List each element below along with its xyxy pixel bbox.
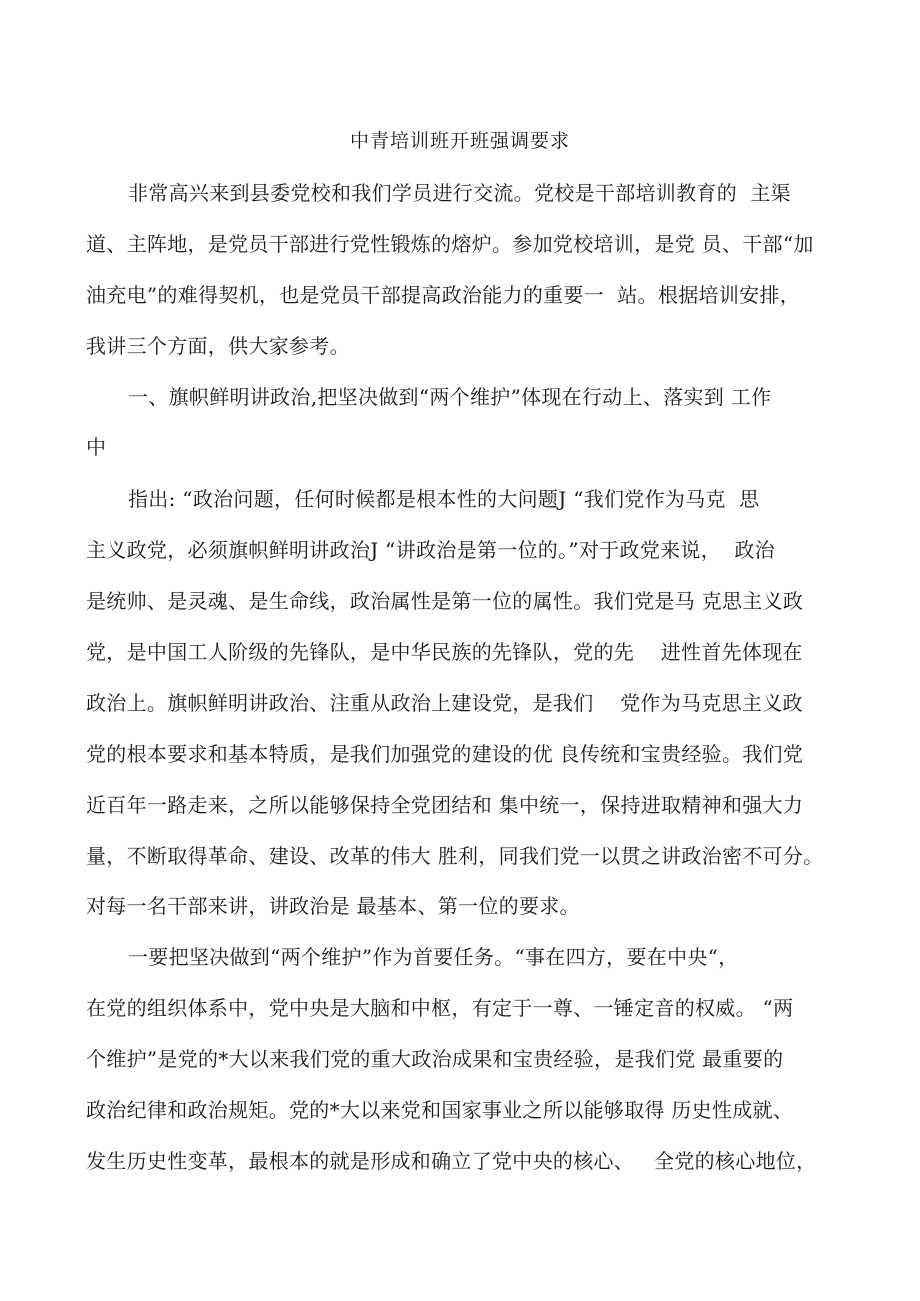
paragraph-line: 一要把坚决做到“两个维护”作为首要任务。“事在四方，要在中央“， [128,945,739,969]
paragraph-line: 对每一名干部来讲，讲政治是 最基本、第一位的要求。 [86,894,580,918]
paragraph-line: 油充电”的难得契机，也是党员干部提高政治能力的重要一 站。根据培训安排， [86,283,801,307]
paragraph-line: 党，是中国工人阶级的先锋队，是中华民族的先锋队，党的先 进性首先体现在 [86,640,803,664]
paragraph-line: 政治上。旗帜鲜明讲政治、注重从政治上建设党，是我们 党作为马克思主义政 [86,691,803,715]
document-title: 中青培训班开班强调要求 [349,130,570,152]
paragraph-line: 是统帅、是灵魂、是生命线，政治属性是第一位的属性。我们党是马 克思主义政 [86,589,804,613]
paragraph-line: 发生历史性变革，最根本的就是形成和确立了党中央的核心、 全党的核心地位， [86,1149,817,1173]
paragraph-line: 党的根本要求和基本特质，是我们加强党的建设的优 良传统和宝贵经验。我们党 [86,742,804,766]
paragraph-line: 指出: “政治问题，任何时候都是根本性的大问题J “我们党作为马克 思 [128,487,760,511]
paragraph-line: 近百年一路走来，之所以能够保持全党团结和 集中统一，保持进取精神和强大力 [86,793,804,817]
paragraph-line: 道、主阵地，是党员干部进行党性锻炼的熔炉。参加党校培训，是党 员、干部“加 [86,232,814,256]
section-heading-line: 一、旗帜鲜明讲政治,把坚决做到“两个维护”体现在行动上、落实到 工作 [128,385,772,409]
paragraph-line: 量，不断取得革命、建设、改革的伟大 胜利，同我们党一以贯之讲政治密不可分。 [86,844,824,868]
paragraph-line: 我讲三个方面，供大家参考。 [86,334,350,358]
paragraph-line: 在党的组织体系中，党中央是大脑和中枢，有定于一尊、一锤定音的权威。 “两 [86,996,794,1020]
paragraph-line: 政治纪律和政治规矩。党的*大以来党和国家事业之所以能够取得 历史性成就、 [86,1098,794,1122]
paragraph-line: 主义政党，必须旗帜鲜明讲政治J “讲政治是第一位的。”对于政党来说， 政治 [86,538,775,562]
paragraph-line: 个维护”是党的*大以来我们党的重大政治成果和宝贵经验，是我们党 最重要的 [86,1047,784,1071]
paragraph-line: 非常高兴来到县委党校和我们学员进行交流。党校是干部培训教育的 主渠 [128,181,791,205]
section-heading-line: 中 [86,435,107,459]
